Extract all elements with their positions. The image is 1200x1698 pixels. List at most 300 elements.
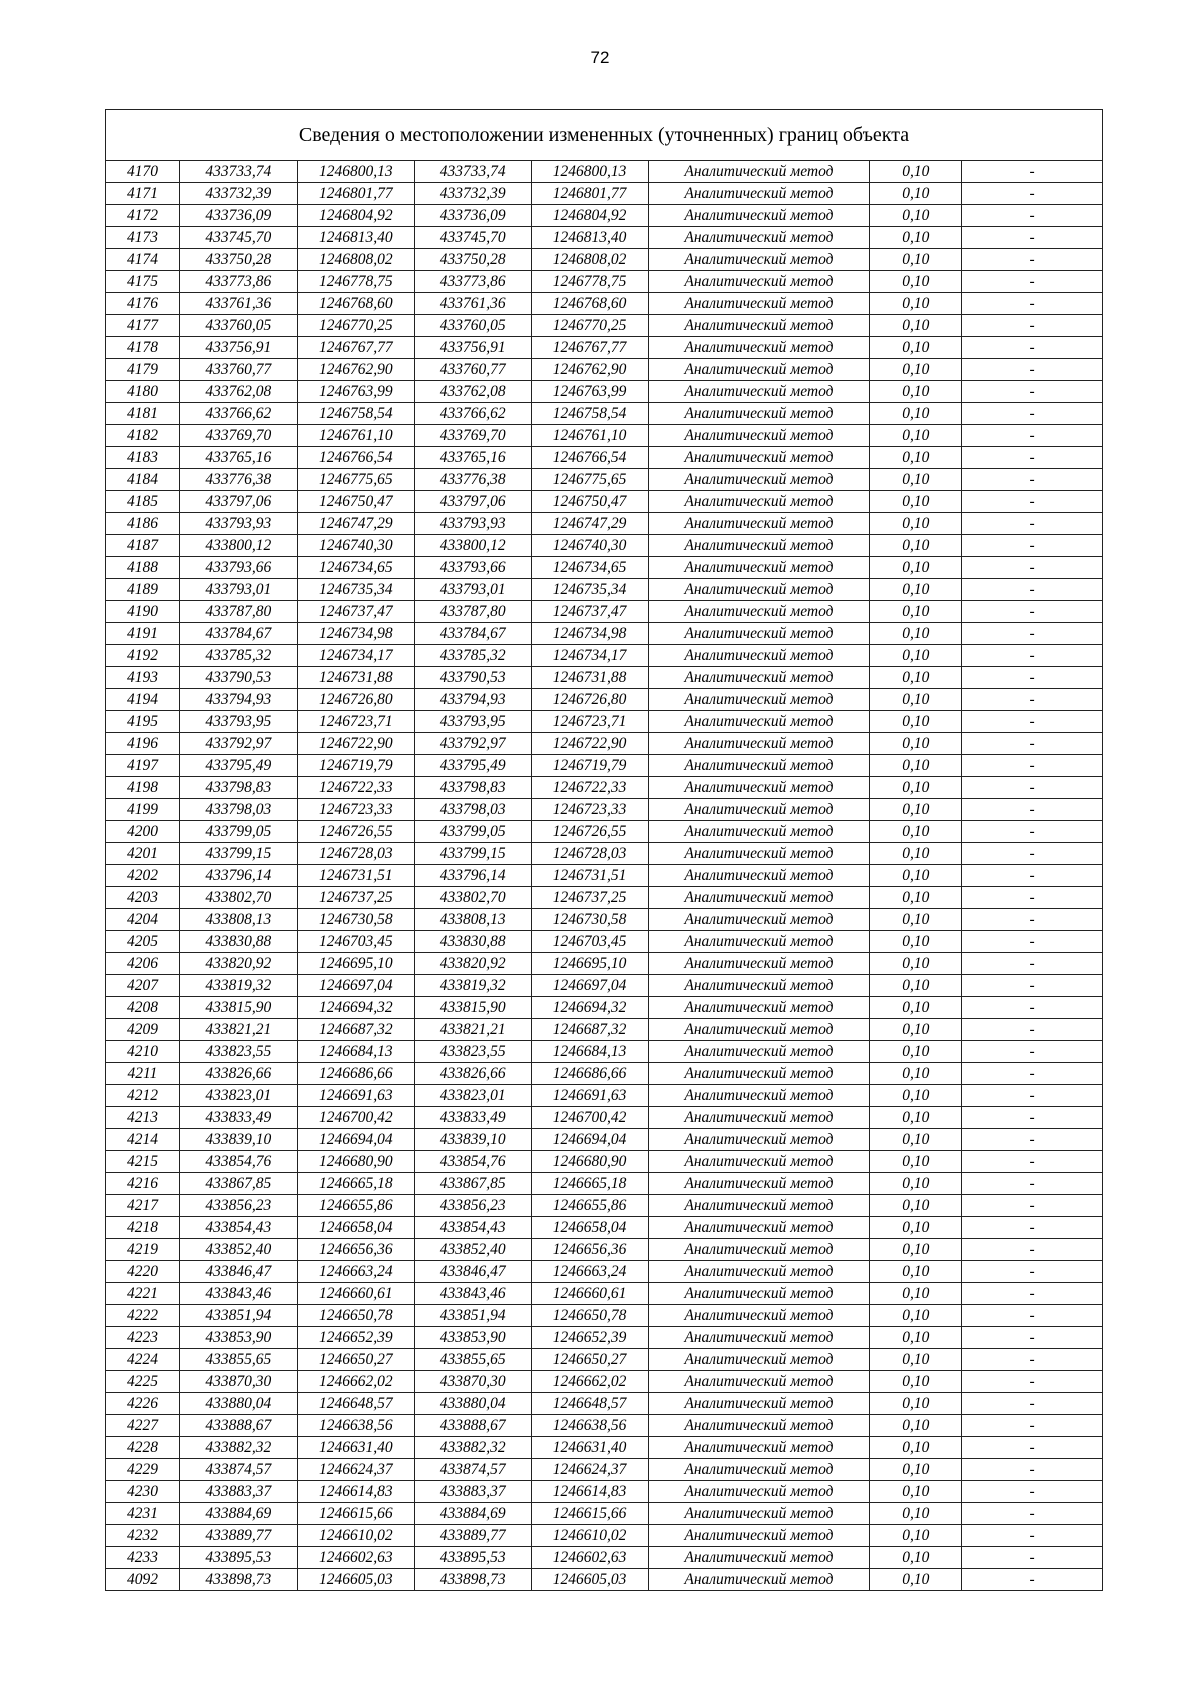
x-new-cell: 433853,90 <box>414 1327 531 1349</box>
note-cell: - <box>962 1063 1103 1085</box>
method-cell: Аналитический метод <box>648 227 870 249</box>
y-existing-cell: 1246650,27 <box>297 1349 414 1371</box>
y-new-cell: 1246763,99 <box>531 381 648 403</box>
x-existing-cell: 433854,76 <box>179 1151 297 1173</box>
point-number-cell: 4215 <box>106 1151 180 1173</box>
x-existing-cell: 433883,37 <box>179 1481 297 1503</box>
x-new-cell: 433790,53 <box>414 667 531 689</box>
method-cell: Аналитический метод <box>648 1459 870 1481</box>
y-new-cell: 1246808,02 <box>531 249 648 271</box>
x-new-cell: 433765,16 <box>414 447 531 469</box>
accuracy-cell: 0,10 <box>870 557 962 579</box>
accuracy-cell: 0,10 <box>870 1195 962 1217</box>
x-new-cell: 433882,32 <box>414 1437 531 1459</box>
accuracy-cell: 0,10 <box>870 1129 962 1151</box>
x-new-cell: 433793,93 <box>414 513 531 535</box>
y-existing-cell: 1246766,54 <box>297 447 414 469</box>
method-cell: Аналитический метод <box>648 1195 870 1217</box>
table-row <box>106 689 1103 711</box>
method-cell: Аналитический метод <box>648 1239 870 1261</box>
y-new-cell: 1246750,47 <box>531 491 648 513</box>
y-new-cell: 1246658,04 <box>531 1217 648 1239</box>
y-existing-cell: 1246686,66 <box>297 1063 414 1085</box>
y-existing-cell: 1246680,90 <box>297 1151 414 1173</box>
method-cell: Аналитический метод <box>648 183 870 205</box>
table-row <box>106 1019 1103 1041</box>
point-number-cell: 4230 <box>106 1481 180 1503</box>
point-number-cell: 4177 <box>106 315 180 337</box>
x-new-cell: 433796,14 <box>414 865 531 887</box>
y-new-cell: 1246662,02 <box>531 1371 648 1393</box>
table-row <box>106 469 1103 491</box>
x-existing-cell: 433821,21 <box>179 1019 297 1041</box>
accuracy-cell: 0,10 <box>870 667 962 689</box>
x-new-cell: 433797,06 <box>414 491 531 513</box>
point-number-cell: 4212 <box>106 1085 180 1107</box>
accuracy-cell: 0,10 <box>870 601 962 623</box>
method-cell: Аналитический метод <box>648 1349 870 1371</box>
y-existing-cell: 1246770,25 <box>297 315 414 337</box>
x-existing-cell: 433895,53 <box>179 1547 297 1569</box>
point-number-cell: 4210 <box>106 1041 180 1063</box>
point-number-cell: 4205 <box>106 931 180 953</box>
accuracy-cell: 0,10 <box>870 1459 962 1481</box>
y-existing-cell: 1246737,47 <box>297 601 414 623</box>
table-row <box>106 755 1103 777</box>
table-row <box>106 997 1103 1019</box>
x-existing-cell: 433773,86 <box>179 271 297 293</box>
y-new-cell: 1246758,54 <box>531 403 648 425</box>
accuracy-cell: 0,10 <box>870 909 962 931</box>
x-existing-cell: 433765,16 <box>179 447 297 469</box>
method-cell: Аналитический метод <box>648 293 870 315</box>
table-row <box>106 1085 1103 1107</box>
method-cell: Аналитический метод <box>648 557 870 579</box>
x-existing-cell: 433766,62 <box>179 403 297 425</box>
y-existing-cell: 1246665,18 <box>297 1173 414 1195</box>
accuracy-cell: 0,10 <box>870 689 962 711</box>
y-new-cell: 1246778,75 <box>531 271 648 293</box>
point-number-cell: 4217 <box>106 1195 180 1217</box>
note-cell: - <box>962 1173 1103 1195</box>
y-new-cell: 1246660,61 <box>531 1283 648 1305</box>
method-cell: Аналитический метод <box>648 1525 870 1547</box>
y-existing-cell: 1246652,39 <box>297 1327 414 1349</box>
point-number-cell: 4171 <box>106 183 180 205</box>
accuracy-cell: 0,10 <box>870 1525 962 1547</box>
y-existing-cell: 1246663,24 <box>297 1261 414 1283</box>
y-new-cell: 1246734,17 <box>531 645 648 667</box>
x-existing-cell: 433830,88 <box>179 931 297 953</box>
y-existing-cell: 1246687,32 <box>297 1019 414 1041</box>
note-cell: - <box>962 997 1103 1019</box>
table-row <box>106 249 1103 271</box>
y-existing-cell: 1246695,10 <box>297 953 414 975</box>
accuracy-cell: 0,10 <box>870 1437 962 1459</box>
y-existing-cell: 1246808,02 <box>297 249 414 271</box>
method-cell: Аналитический метод <box>648 821 870 843</box>
table-row <box>106 205 1103 227</box>
table-row <box>106 447 1103 469</box>
y-existing-cell: 1246662,02 <box>297 1371 414 1393</box>
x-existing-cell: 433761,36 <box>179 293 297 315</box>
note-cell: - <box>962 1349 1103 1371</box>
table-row <box>106 1371 1103 1393</box>
accuracy-cell: 0,10 <box>870 645 962 667</box>
table-row <box>106 425 1103 447</box>
x-existing-cell: 433898,73 <box>179 1569 297 1591</box>
method-cell: Аналитический метод <box>648 535 870 557</box>
note-cell: - <box>962 689 1103 711</box>
method-cell: Аналитический метод <box>648 645 870 667</box>
y-new-cell: 1246722,33 <box>531 777 648 799</box>
point-number-cell: 4184 <box>106 469 180 491</box>
note-cell: - <box>962 601 1103 623</box>
x-existing-cell: 433732,39 <box>179 183 297 205</box>
note-cell: - <box>962 1305 1103 1327</box>
method-cell: Аналитический метод <box>648 843 870 865</box>
x-existing-cell: 433793,66 <box>179 557 297 579</box>
x-existing-cell: 433808,13 <box>179 909 297 931</box>
point-number-cell: 4207 <box>106 975 180 997</box>
table-row <box>106 535 1103 557</box>
y-new-cell: 1246800,13 <box>531 161 648 183</box>
y-new-cell: 1246766,54 <box>531 447 648 469</box>
y-existing-cell: 1246655,86 <box>297 1195 414 1217</box>
note-cell: - <box>962 1569 1103 1591</box>
accuracy-cell: 0,10 <box>870 799 962 821</box>
method-cell: Аналитический метод <box>648 337 870 359</box>
table-row <box>106 1195 1103 1217</box>
y-existing-cell: 1246762,90 <box>297 359 414 381</box>
table-row <box>106 1107 1103 1129</box>
y-existing-cell: 1246638,56 <box>297 1415 414 1437</box>
method-cell: Аналитический метод <box>648 1327 870 1349</box>
y-existing-cell: 1246631,40 <box>297 1437 414 1459</box>
method-cell: Аналитический метод <box>648 975 870 997</box>
y-existing-cell: 1246719,79 <box>297 755 414 777</box>
accuracy-cell: 0,10 <box>870 381 962 403</box>
note-cell: - <box>962 667 1103 689</box>
x-existing-cell: 433880,04 <box>179 1393 297 1415</box>
x-new-cell: 433823,01 <box>414 1085 531 1107</box>
note-cell: - <box>962 1041 1103 1063</box>
note-cell: - <box>962 1393 1103 1415</box>
table-row <box>106 711 1103 733</box>
y-existing-cell: 1246737,25 <box>297 887 414 909</box>
accuracy-cell: 0,10 <box>870 623 962 645</box>
point-number-cell: 4214 <box>106 1129 180 1151</box>
x-new-cell: 433799,15 <box>414 843 531 865</box>
note-cell: - <box>962 975 1103 997</box>
x-new-cell: 433843,46 <box>414 1283 531 1305</box>
table-row <box>106 183 1103 205</box>
y-new-cell: 1246684,13 <box>531 1041 648 1063</box>
x-new-cell: 433766,62 <box>414 403 531 425</box>
note-cell: - <box>962 205 1103 227</box>
x-existing-cell: 433888,67 <box>179 1415 297 1437</box>
x-new-cell: 433846,47 <box>414 1261 531 1283</box>
y-new-cell: 1246737,25 <box>531 887 648 909</box>
method-cell: Аналитический метод <box>648 1569 870 1591</box>
accuracy-cell: 0,10 <box>870 425 962 447</box>
note-cell: - <box>962 579 1103 601</box>
table-row <box>106 733 1103 755</box>
x-existing-cell: 433795,49 <box>179 755 297 777</box>
x-existing-cell: 433802,70 <box>179 887 297 909</box>
method-cell: Аналитический метод <box>648 1283 870 1305</box>
x-existing-cell: 433792,97 <box>179 733 297 755</box>
x-new-cell: 433833,49 <box>414 1107 531 1129</box>
point-number-cell: 4216 <box>106 1173 180 1195</box>
accuracy-cell: 0,10 <box>870 975 962 997</box>
accuracy-cell: 0,10 <box>870 513 962 535</box>
note-cell: - <box>962 381 1103 403</box>
method-cell: Аналитический метод <box>648 271 870 293</box>
x-existing-cell: 433889,77 <box>179 1525 297 1547</box>
x-new-cell: 433854,43 <box>414 1217 531 1239</box>
accuracy-cell: 0,10 <box>870 469 962 491</box>
method-cell: Аналитический метод <box>648 403 870 425</box>
x-existing-cell: 433884,69 <box>179 1503 297 1525</box>
x-new-cell: 433889,77 <box>414 1525 531 1547</box>
table-row <box>106 1415 1103 1437</box>
x-existing-cell: 433798,03 <box>179 799 297 821</box>
accuracy-cell: 0,10 <box>870 953 962 975</box>
point-number-cell: 4172 <box>106 205 180 227</box>
x-new-cell: 433761,36 <box>414 293 531 315</box>
table-row <box>106 865 1103 887</box>
note-cell: - <box>962 1107 1103 1129</box>
x-existing-cell: 433800,12 <box>179 535 297 557</box>
x-new-cell: 433808,13 <box>414 909 531 931</box>
y-existing-cell: 1246614,83 <box>297 1481 414 1503</box>
note-cell: - <box>962 249 1103 271</box>
table-row <box>106 1283 1103 1305</box>
method-cell: Аналитический метод <box>648 359 870 381</box>
point-number-cell: 4197 <box>106 755 180 777</box>
x-existing-cell: 433853,90 <box>179 1327 297 1349</box>
table-row <box>106 227 1103 249</box>
method-cell: Аналитический метод <box>648 623 870 645</box>
point-number-cell: 4173 <box>106 227 180 249</box>
y-existing-cell: 1246734,98 <box>297 623 414 645</box>
x-new-cell: 433762,08 <box>414 381 531 403</box>
note-cell: - <box>962 1261 1103 1283</box>
y-existing-cell: 1246731,51 <box>297 865 414 887</box>
method-cell: Аналитический метод <box>648 1151 870 1173</box>
note-cell: - <box>962 513 1103 535</box>
table-body <box>106 161 1103 1591</box>
accuracy-cell: 0,10 <box>870 733 962 755</box>
method-cell: Аналитический метод <box>648 579 870 601</box>
accuracy-cell: 0,10 <box>870 1327 962 1349</box>
x-existing-cell: 433851,94 <box>179 1305 297 1327</box>
y-existing-cell: 1246740,30 <box>297 535 414 557</box>
method-cell: Аналитический метод <box>648 755 870 777</box>
table-row <box>106 909 1103 931</box>
x-existing-cell: 433855,65 <box>179 1349 297 1371</box>
table-row <box>106 1503 1103 1525</box>
y-existing-cell: 1246648,57 <box>297 1393 414 1415</box>
y-existing-cell: 1246697,04 <box>297 975 414 997</box>
note-cell: - <box>962 1217 1103 1239</box>
x-existing-cell: 433815,90 <box>179 997 297 1019</box>
y-existing-cell: 1246703,45 <box>297 931 414 953</box>
y-new-cell: 1246605,03 <box>531 1569 648 1591</box>
table-row <box>106 337 1103 359</box>
note-cell: - <box>962 777 1103 799</box>
accuracy-cell: 0,10 <box>870 183 962 205</box>
point-number-cell: 4213 <box>106 1107 180 1129</box>
accuracy-cell: 0,10 <box>870 997 962 1019</box>
table-row <box>106 843 1103 865</box>
note-cell: - <box>962 1283 1103 1305</box>
point-number-cell: 4231 <box>106 1503 180 1525</box>
table-row <box>106 953 1103 975</box>
y-existing-cell: 1246722,33 <box>297 777 414 799</box>
method-cell: Аналитический метод <box>648 315 870 337</box>
x-new-cell: 433826,66 <box>414 1063 531 1085</box>
table-row <box>106 1481 1103 1503</box>
y-new-cell: 1246703,45 <box>531 931 648 953</box>
note-cell: - <box>962 1481 1103 1503</box>
y-new-cell: 1246747,29 <box>531 513 648 535</box>
accuracy-cell: 0,10 <box>870 1503 962 1525</box>
method-cell: Аналитический метод <box>648 909 870 931</box>
x-existing-cell: 433843,46 <box>179 1283 297 1305</box>
method-cell: Аналитический метод <box>648 1063 870 1085</box>
y-new-cell: 1246723,33 <box>531 799 648 821</box>
accuracy-cell: 0,10 <box>870 535 962 557</box>
note-cell: - <box>962 315 1103 337</box>
point-number-cell: 4204 <box>106 909 180 931</box>
accuracy-cell: 0,10 <box>870 249 962 271</box>
table-row <box>106 491 1103 513</box>
note-cell: - <box>962 1129 1103 1151</box>
y-new-cell: 1246614,83 <box>531 1481 648 1503</box>
accuracy-cell: 0,10 <box>870 843 962 865</box>
table-row <box>106 271 1103 293</box>
x-new-cell: 433870,30 <box>414 1371 531 1393</box>
method-cell: Аналитический метод <box>648 1129 870 1151</box>
x-new-cell: 433800,12 <box>414 535 531 557</box>
table-row <box>106 513 1103 535</box>
y-new-cell: 1246665,18 <box>531 1173 648 1195</box>
table-row <box>106 1547 1103 1569</box>
method-cell: Аналитический метод <box>648 953 870 975</box>
y-existing-cell: 1246804,92 <box>297 205 414 227</box>
method-cell: Аналитический метод <box>648 689 870 711</box>
x-existing-cell: 433820,92 <box>179 953 297 975</box>
table-row <box>106 1349 1103 1371</box>
note-cell: - <box>962 271 1103 293</box>
x-existing-cell: 433826,66 <box>179 1063 297 1085</box>
y-new-cell: 1246697,04 <box>531 975 648 997</box>
note-cell: - <box>962 359 1103 381</box>
x-new-cell: 433884,69 <box>414 1503 531 1525</box>
y-existing-cell: 1246656,36 <box>297 1239 414 1261</box>
y-existing-cell: 1246660,61 <box>297 1283 414 1305</box>
point-number-cell: 4201 <box>106 843 180 865</box>
x-new-cell: 433854,76 <box>414 1151 531 1173</box>
x-new-cell: 433793,66 <box>414 557 531 579</box>
note-cell: - <box>962 1151 1103 1173</box>
point-number-cell: 4179 <box>106 359 180 381</box>
y-new-cell: 1246722,90 <box>531 733 648 755</box>
method-cell: Аналитический метод <box>648 733 870 755</box>
accuracy-cell: 0,10 <box>870 931 962 953</box>
accuracy-cell: 0,10 <box>870 711 962 733</box>
y-new-cell: 1246700,42 <box>531 1107 648 1129</box>
x-existing-cell: 433870,30 <box>179 1371 297 1393</box>
y-new-cell: 1246740,30 <box>531 535 648 557</box>
y-existing-cell: 1246735,34 <box>297 579 414 601</box>
accuracy-cell: 0,10 <box>870 1239 962 1261</box>
y-new-cell: 1246761,10 <box>531 425 648 447</box>
note-cell: - <box>962 931 1103 953</box>
table-title-row <box>106 110 1103 161</box>
accuracy-cell: 0,10 <box>870 1305 962 1327</box>
note-cell: - <box>962 1085 1103 1107</box>
method-cell: Аналитический метод <box>648 1085 870 1107</box>
y-existing-cell: 1246694,32 <box>297 997 414 1019</box>
y-existing-cell: 1246734,65 <box>297 557 414 579</box>
table-row <box>106 381 1103 403</box>
point-number-cell: 4219 <box>106 1239 180 1261</box>
point-number-cell: 4185 <box>106 491 180 513</box>
table-row <box>106 1063 1103 1085</box>
y-existing-cell: 1246750,47 <box>297 491 414 513</box>
method-cell: Аналитический метод <box>648 711 870 733</box>
point-number-cell: 4180 <box>106 381 180 403</box>
note-cell: - <box>962 337 1103 359</box>
accuracy-cell: 0,10 <box>870 1217 962 1239</box>
table-row <box>106 975 1103 997</box>
x-existing-cell: 433833,49 <box>179 1107 297 1129</box>
y-new-cell: 1246694,32 <box>531 997 648 1019</box>
note-cell: - <box>962 227 1103 249</box>
note-cell: - <box>962 755 1103 777</box>
method-cell: Аналитический метод <box>648 887 870 909</box>
x-new-cell: 433855,65 <box>414 1349 531 1371</box>
y-existing-cell: 1246763,99 <box>297 381 414 403</box>
x-new-cell: 433874,57 <box>414 1459 531 1481</box>
point-number-cell: 4229 <box>106 1459 180 1481</box>
accuracy-cell: 0,10 <box>870 1547 962 1569</box>
y-existing-cell: 1246728,03 <box>297 843 414 865</box>
table-row <box>106 1129 1103 1151</box>
x-new-cell: 433852,40 <box>414 1239 531 1261</box>
x-existing-cell: 433856,23 <box>179 1195 297 1217</box>
x-existing-cell: 433733,74 <box>179 161 297 183</box>
x-new-cell: 433856,23 <box>414 1195 531 1217</box>
x-new-cell: 433819,32 <box>414 975 531 997</box>
x-new-cell: 433733,74 <box>414 161 531 183</box>
y-new-cell: 1246728,03 <box>531 843 648 865</box>
method-cell: Аналитический метод <box>648 469 870 491</box>
x-existing-cell: 433799,15 <box>179 843 297 865</box>
y-new-cell: 1246723,71 <box>531 711 648 733</box>
y-new-cell: 1246737,47 <box>531 601 648 623</box>
x-new-cell: 433823,55 <box>414 1041 531 1063</box>
y-new-cell: 1246686,66 <box>531 1063 648 1085</box>
y-new-cell: 1246687,32 <box>531 1019 648 1041</box>
point-number-cell: 4170 <box>106 161 180 183</box>
point-number-cell: 4193 <box>106 667 180 689</box>
method-cell: Аналитический метод <box>648 491 870 513</box>
point-number-cell: 4199 <box>106 799 180 821</box>
